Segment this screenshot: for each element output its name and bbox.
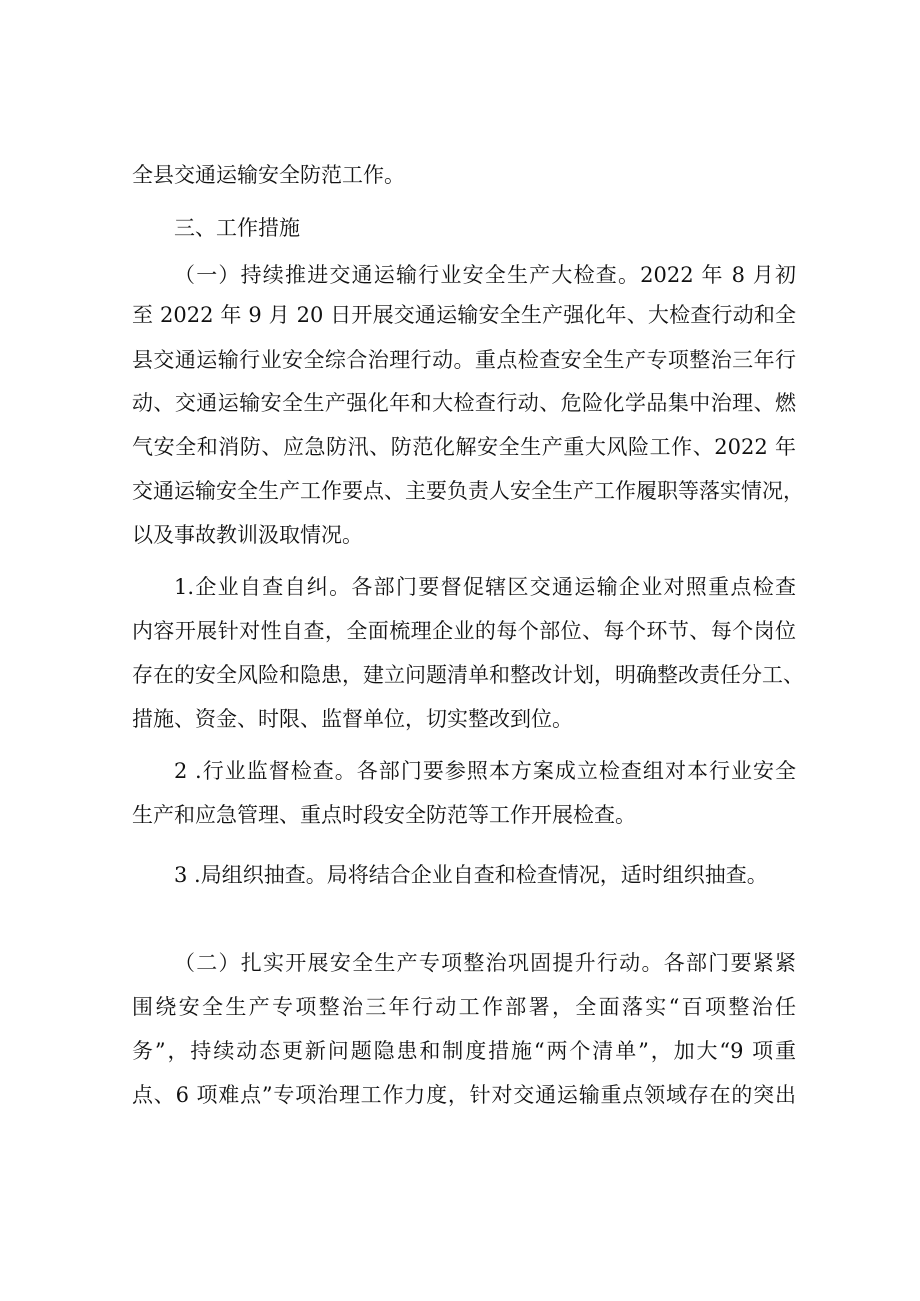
paragraph-line: 以及事故教训汲取情况。 [132, 523, 363, 547]
paragraph-line: 3 .局组织抽查。局将结合企业自查和检查情况，适时组织抽查。 [174, 863, 768, 887]
paragraph-line: 务”，持续动态更新问题隐患和制度措施“两个清单”，加大“9 项重 [132, 1039, 796, 1063]
paragraph-line: （一）持续推进交通运输行业安全生产大检查。2022 年 8 月初 [174, 263, 796, 287]
paragraph-line: 县交通运输行业安全综合治理行动。重点检查安全生产专项整治三年行 [132, 348, 796, 372]
paragraph-line: 点、6 项难点”专项治理工作力度，针对交通运输重点领域存在的突出 [132, 1083, 796, 1107]
paragraph-line: 气安全和消防、应急防汛、防范化解安全生产重大风险工作、2022 年 [132, 435, 796, 459]
paragraph-line: 1.企业自查自纠。各部门要督促辖区交通运输企业对照重点检查 [174, 575, 796, 599]
paragraph-line: 存在的安全风险和隐患，建立问题清单和整改计划，明确整改责任分工、 [132, 663, 804, 687]
paragraph-line: 生产和应急管理、重点时段安全防范等工作开展检查。 [132, 803, 636, 827]
paragraph-line: 内容开展针对性自查，全面梳理企业的每个部位、每个环节、每个岗位 [132, 619, 796, 643]
paragraph-line: 动、交通运输安全生产强化年和大检查行动、危险化学品集中治理、燃 [132, 391, 796, 415]
paragraph-line: 措施、资金、时限、监督单位，切实整改到位。 [132, 707, 573, 731]
paragraph-line: 交通运输安全生产工作要点、主要负责人安全生产工作履职等落实情况， [132, 479, 804, 503]
section-heading: 三、工作措施 [174, 216, 300, 240]
paragraph-line: 至 2022 年 9 月 20 日开展交通运输安全生产强化年、大检查行动和全 [132, 303, 796, 327]
paragraph-line: 2 .行业监督检查。各部门要参照本方案成立检查组对本行业安全 [174, 759, 796, 783]
paragraph-line: 全县交通运输安全防范工作。 [132, 163, 405, 187]
paragraph-line: 围绕安全生产专项整治三年行动工作部署，全面落实“百项整治任 [132, 995, 796, 1019]
paragraph-line: （二）扎实开展安全生产专项整治巩固提升行动。各部门要紧紧 [174, 951, 796, 975]
